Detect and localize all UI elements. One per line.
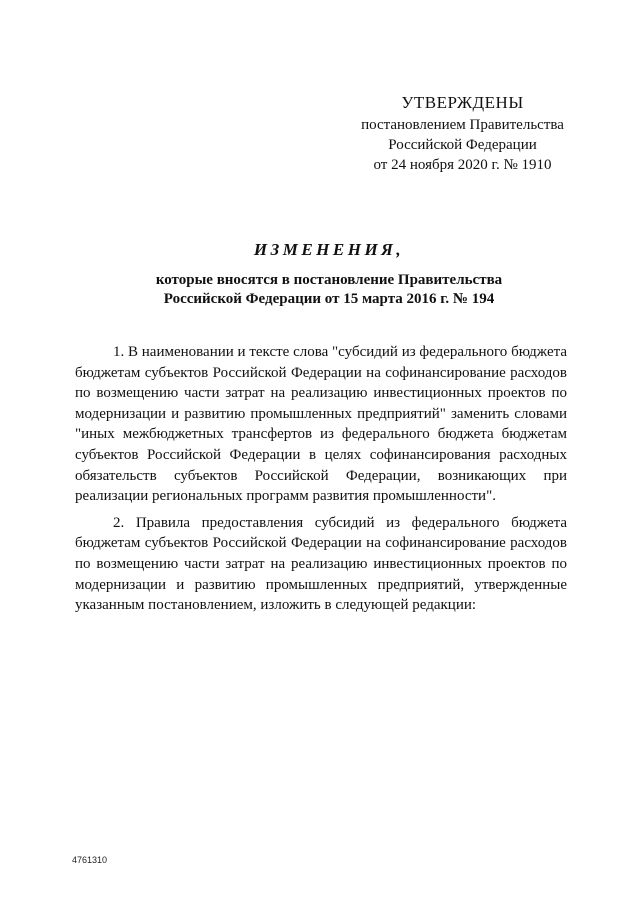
heading-title: ИЗМЕНЕНИЯ, bbox=[253, 240, 405, 259]
paragraph-1: 1. В наименовании и тексте слова "субсидий из федерального бюджета бюджетам субъектов Российской Федерации на софинансирование расходов по возмещению части затрат на реализацию инвестиционных проектов по модернизации и развитию промышленных предприятий" заменить словами "иных межбюджетных трансфертов из федерального бюджета бюджетам субъектов Российской Федерации в целях софинансирования расходных обязательств субъектов Российской Федерации, возникающих при реализации региональных программ развития промышленности". bbox=[75, 344, 567, 505]
approval-line-1: постановлением Правительства bbox=[361, 117, 564, 133]
heading-subtitle-line-1: которые вносятся в постановление Правительства bbox=[155, 272, 503, 288]
approval-block bbox=[355, 93, 570, 175]
approval-title: УТВЕРЖДЕНЫ bbox=[401, 93, 524, 112]
document-body bbox=[75, 342, 567, 622]
approval-line-3: от 24 ноября 2020 г. № 1910 bbox=[373, 157, 552, 173]
paragraph-2: 2. Правила предоставления субсидий из федерального бюджета бюджетам субъектов Российской Федерации на софинансирование расходов по возмещению части затрат на реализацию инвестиционных проектов по модернизации и развитию промышленных предприятий, утвержденные указанным постановлением, изложить в следующей редакции: bbox=[75, 514, 567, 614]
document-code: 4761310 bbox=[72, 855, 108, 865]
approval-line-2: Российской Федерации bbox=[388, 137, 537, 153]
heading-subtitle bbox=[18, 271, 640, 309]
document-heading bbox=[0, 240, 640, 309]
heading-subtitle-line-2: Российской Федерации от 15 марта 2016 г. № 194 bbox=[163, 291, 495, 307]
